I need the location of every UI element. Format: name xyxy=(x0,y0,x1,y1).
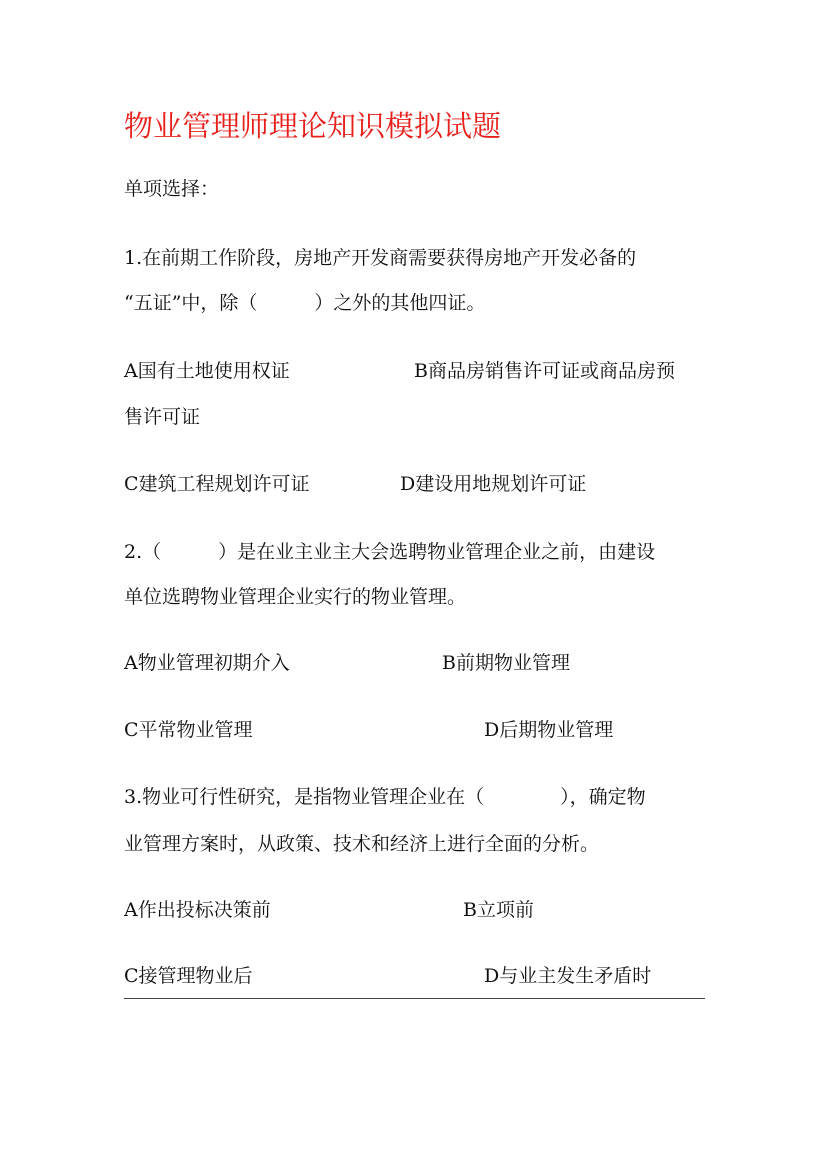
question-2-option-a: A物业管理初期介入 xyxy=(124,652,290,674)
question-3-stem-line-1: 3.物业可行性研究，是指物业管理企业在（ ），确定物 xyxy=(124,786,646,808)
question-2-stem-line-2: 单位选聘物业管理企业实行的物业管理。 xyxy=(124,586,467,608)
question-1-stem-line-2: “五证”中，除（ ）之外的其他四证。 xyxy=(124,292,486,314)
question-1-option-c: C建筑工程规划许可证 xyxy=(124,473,310,495)
question-2-stem-line-1: 2.（ ）是在业主业主大会选聘物业管理企业之前，由建设 xyxy=(124,541,656,563)
question-3-stem-line-2: 业管理方案时，从政策、技术和经济上进行全面的分析。 xyxy=(124,833,600,855)
question-3-option-d: D与业主发生矛盾时 xyxy=(484,965,652,987)
question-1-option-b-continued: 售许可证 xyxy=(124,406,201,428)
question-1-stem-line-1: 1.在前期工作阶段，房地产开发商需要获得房地产开发必备的 xyxy=(124,247,637,269)
question-1-option-d: D建设用地规划许可证 xyxy=(400,473,587,495)
section-label: 单项选择： xyxy=(124,178,220,200)
question-3-option-b: B立项前 xyxy=(463,899,534,921)
question-1-option-a: A国有土地使用权证 xyxy=(124,360,290,382)
document-title: 物业管理师理论知识模拟试题 xyxy=(124,109,502,143)
question-2-option-d: D后期物业管理 xyxy=(484,719,614,741)
question-3-option-c: C接管理物业后 xyxy=(124,965,253,987)
question-2-option-b: B前期物业管理 xyxy=(442,652,570,674)
question-2-option-c: C平常物业管理 xyxy=(124,719,253,741)
bottom-rule-divider xyxy=(124,998,705,999)
question-3-option-a: A作出投标决策前 xyxy=(124,899,271,921)
question-1-option-b: B商品房销售许可证或商品房预 xyxy=(414,360,675,382)
